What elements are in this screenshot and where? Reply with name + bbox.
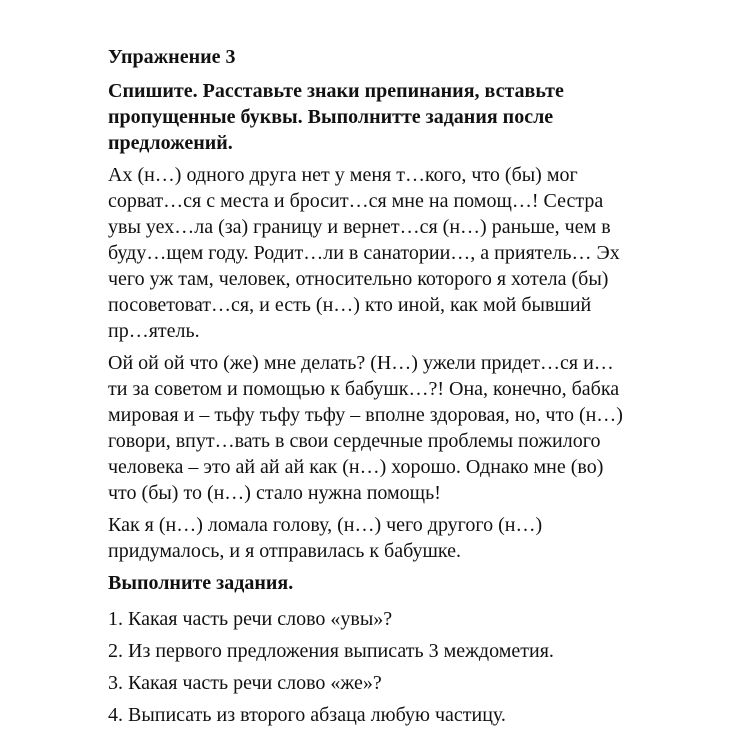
task-item: 4. Выписать из второго абзаца любую частицу.: [108, 704, 506, 726]
paragraph-line: Ой ой ой что (же) мне делать? (Н…) ужели придет…ся и…: [108, 352, 614, 374]
paragraph-line: сорват…ся с места и бросит…ся мне на помощ…! Сестра: [108, 190, 604, 212]
text-paragraph-3: [108, 512, 708, 564]
tasks-heading: Выполните задания.: [108, 572, 294, 594]
exercise-instruction: [108, 78, 708, 156]
instruction-line: пропущенные буквы. Выполнитте задания после: [108, 106, 554, 128]
instruction-line: предложений.: [108, 132, 233, 154]
paragraph-line: посоветоват…ся, и есть (н…) кто иной, как мой бывший: [108, 294, 592, 316]
exercise-page: [108, 44, 708, 734]
paragraph-line: придумалось, и я отправилась к бабушке.: [108, 540, 462, 562]
exercise-title: Упражнение 3: [108, 46, 236, 68]
paragraph-line: Ах (н…) одного друга нет у меня т…кого, что (бы) мог: [108, 164, 578, 186]
paragraph-line: что (бы) то (н…) стало нужна помощь!: [108, 482, 441, 504]
paragraph-line: человека – это ай ай ай как (н…) хорошо. Однако мне (во): [108, 456, 604, 478]
paragraph-line: буду…щем году. Родит…ли в санатории…, а приятель… Эх: [108, 242, 620, 264]
paragraph-line: пр…ятель.: [108, 320, 200, 342]
paragraph-line: чего уж там, человек, относительно которого я хотела (бы): [108, 268, 609, 290]
paragraph-line: мировая и – тьфу тьфу тьфу – вполне здоровая, но, что (н…): [108, 404, 623, 426]
paragraph-line: говори, впут…вать в свои сердечные проблемы пожилого: [108, 430, 601, 452]
text-paragraph-1: [108, 162, 708, 344]
paragraph-line: увы уех…ла (за) границу и вернет…ся (н…) раньше, чем в: [108, 216, 611, 238]
task-item: 3. Какая часть речи слово «же»?: [108, 672, 382, 694]
paragraph-line: ти за советом и помощью к бабушк…?! Она, конечно, бабка: [108, 378, 620, 400]
text-paragraph-2: [108, 350, 708, 506]
instruction-line: Спишите. Расставьте знаки препинания, вставьте: [108, 80, 564, 102]
paragraph-line: Как я (н…) ломала голову, (н…) чего другого (н…): [108, 514, 543, 536]
task-item: 2. Из первого предложения выписать 3 междометия.: [108, 640, 554, 662]
task-item: 1. Какая часть речи слово «увы»?: [108, 608, 393, 630]
